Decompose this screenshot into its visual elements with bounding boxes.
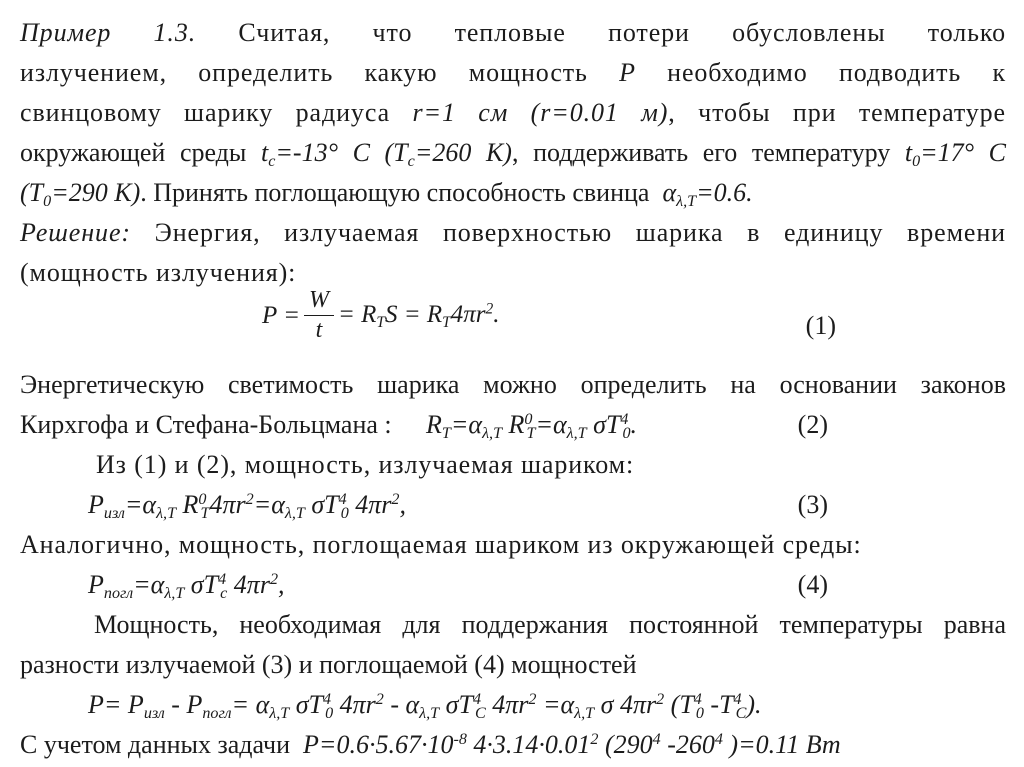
equation-2-number: (2) [797,410,828,439]
example-label: Пример 1.3. [20,18,197,47]
absorptivity-value: $\alpha_{\lambda,T}=0.6$. [662,178,753,211]
equation-5: $P= P_{изл} - P_{погл}= \alpha_{\lambda,T}$ $\sigma T^4_0$ $4\pi r^2 - \alpha_{\lambda,T}$ $\sigma T^4_C$ $4\pi r^2 =\alpha_{\lambda,T}$ σ $4\pi r^2$ ($T^4_0$ $-T^4_C$). [88,690,762,723]
equation-3-number: (3) [797,490,828,519]
intro-line-3 [20,100,1006,126]
intro-line-5-text: . Принять поглощающую способность свинца [140,178,650,207]
final-line [20,732,841,758]
para5-line-1: Мощность, необходимая для поддержания постоянной температуры равна [94,610,1006,639]
intro-line-4-mid: , поддерживать его температуру [511,138,891,167]
equation-4-number: (4) [797,570,828,599]
equation-1-number: (1) [805,311,836,340]
ball-temperature: $t_0=17^\circ$ C [904,138,1007,171]
ball-temperature-kelvin: ($T_0=290$ K) [20,178,141,211]
solution-line-1 [20,220,1006,246]
intro-line-3-tail: , чтобы при температуре [668,98,1006,127]
final-equation: $P=0.6\cdot 5.67\cdot 10^{-8}$ $4\cdot 3.14\cdot 0.01^2$ ($290^4$ $-260^4$ )=0.11 Вт [303,730,841,759]
para3-line-1: Из (1) и (2), мощность, излучаемая шариком: [96,450,635,479]
intro-line-2-text: излучением, определить какую мощность [20,58,588,87]
equation-1: P = $\frac{W}{t}$ = $R_TS = R_T4\pi r^2$. [262,287,500,344]
intro-line-1 [20,20,1006,46]
para5-line-2: разности излучаемой (3) и поглощаемой (4) мощностей [20,650,637,679]
intro-line-4-text: окружающей среды [20,138,247,167]
ambient-temperature: $t_c=-13^\circ$ C ($T_c=260$ K) [261,138,512,171]
power-symbol: P [619,58,636,87]
final-label: С учетом данных задачи [20,730,291,759]
intro-line-4 [20,140,1006,170]
para2-line-1: Энергетическую светимость шарика можно определить на основании законов [20,370,1006,399]
intro-line-5 [20,180,753,210]
para2-line-2 [20,412,392,438]
fraction-w-over-t: $\frac{W}{t}$ [304,288,334,343]
intro-line-2-tail: необходимо подводить к [667,58,1006,87]
intro-line-2 [20,60,1006,86]
equation-3: $P_{изл}=\alpha_{\lambda,T}$ $R^0_T4\pi r^2=\alpha_{\lambda,T}$ $\sigma T^4_0$ $4\pi r^2$, [88,490,406,523]
solution-line-2: (мощность излучения): [20,258,297,287]
radius-value: r=1 см (r=0.01 м) [412,98,669,127]
intro-line-3-text: свинцовому шарику радиуса [20,98,391,127]
para4-line-1: Аналогично, мощность, поглощаемая шариком из окружающей среды: [20,530,862,559]
solution-label: Решение: [20,218,131,247]
intro-line-1-text: Считая, что тепловые потери обусловлены только [196,18,1007,47]
para2-line-2-text: Кирхгофа и Стефана-Больцмана : [20,410,392,439]
solution-line-1-text: Энергия, излучаемая поверхностью шарика в единицу времени [130,218,1006,247]
equation-2: $R_T=\alpha_{\lambda,T}$ $R^0_T=\alpha_{\lambda,T}$ $\sigma T^4_0$. [426,410,638,443]
equation-4: $P_{погл}=\alpha_{\lambda,T}$ $\sigma T^4_c$ $4\pi r^2$, [88,570,285,603]
